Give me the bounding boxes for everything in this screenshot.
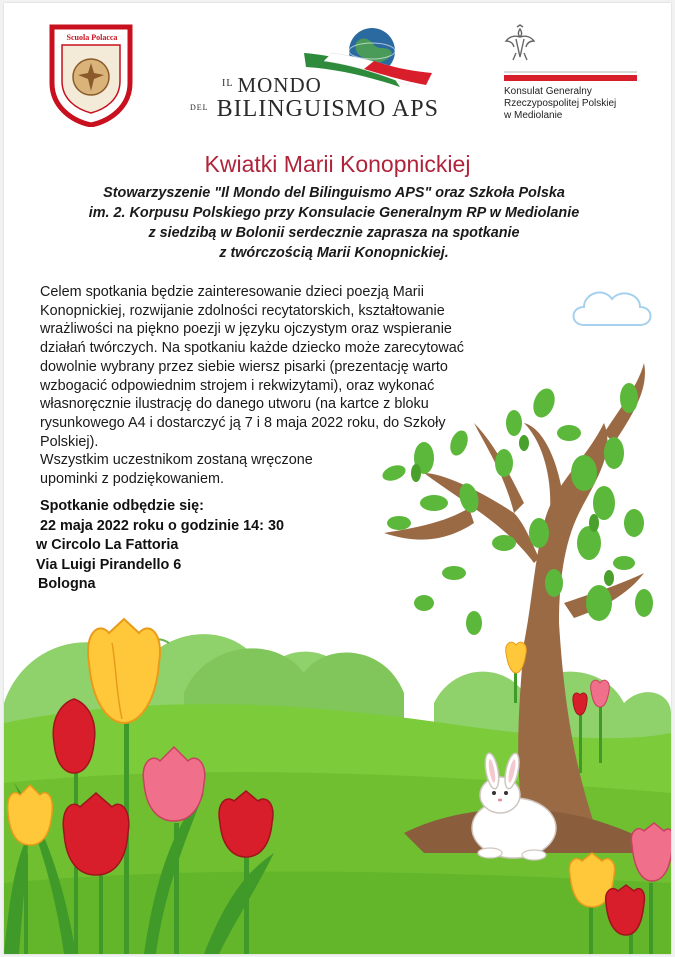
event-heading: Spotkanie odbędzie się: xyxy=(40,498,204,514)
mondo-logo-del: DEL xyxy=(190,103,209,112)
description-line: rysunkowego A4 i dostarczyć ją 7 i 8 maja 2022 roku, do Szkoły xyxy=(40,414,446,431)
event-details xyxy=(36,497,356,595)
mondo-logo-line2 xyxy=(190,96,450,123)
mondo-logo-line1 xyxy=(222,73,452,98)
description-line: upominki z podziękowaniem. xyxy=(40,471,224,488)
mondo-logo-mondo: MONDO xyxy=(237,73,322,97)
description-line: własnoręcznie ilustrację do danego utworu (na kartce z bloku xyxy=(40,396,429,413)
event-venue: w Circolo La Fattoria xyxy=(36,537,179,553)
description-line: działań twórczych. Na spotkaniu każde dziecko może zarecytować xyxy=(40,340,464,357)
invitation-poster xyxy=(4,3,671,954)
event-street: Via Luigi Pirandello 6 xyxy=(36,556,182,573)
consulate-line2: Rzeczypospolitej Polskiej xyxy=(504,98,617,109)
description-text xyxy=(40,283,510,489)
polish-flag-bar xyxy=(504,69,637,83)
description-line: Konopnickiej, rozwijanie zdolności recytatorskich, kształtowanie xyxy=(40,302,445,319)
consulate-name xyxy=(504,86,654,122)
subtitle-line: im. 2. Korpusu Polskiego przy Konsulacie Generalnym RP w Mediolanie xyxy=(88,205,580,221)
description-line: Polskiej). xyxy=(40,433,99,450)
subtitle-line: z siedzibą w Bolonii serdecznie zaprasza na spotkanie xyxy=(148,225,520,241)
consulate-line3: w Mediolanie xyxy=(504,110,563,121)
event-city: Bologna xyxy=(38,576,96,592)
mondo-logo-il: IL xyxy=(222,78,234,89)
school-logo-name: Scuola Polacca xyxy=(66,33,118,42)
description-line: dowolnie wybrany przez siebie wiersz pisarki (prezentację warto xyxy=(40,358,448,375)
polish-eagle-icon xyxy=(504,23,536,63)
description-line: Celem spotkania będzie zainteresowanie dzieci poezją Marii xyxy=(40,284,424,300)
consulate-line1: Konsulat Generalny xyxy=(504,86,592,97)
subtitle-line: Stowarzyszenie "Il Mondo del Bilinguismo APS" oraz Szkoła Polska xyxy=(103,185,565,201)
page-title: Kwiatki Marii Konopnickiej xyxy=(204,151,471,177)
subtitle-line: z twórczością Marii Konopnickiej. xyxy=(219,245,449,261)
cloud-icon xyxy=(574,293,651,325)
description-line: wrażliwości na piękno poezji w języku ojczystym oraz wspieranie xyxy=(40,321,452,338)
description-line: wzbogacić odpowiednim strojem i rekwizytami), oraz wykonać xyxy=(40,377,435,394)
invitation-subtitle xyxy=(44,183,624,263)
description-line: Wszystkim uczestnikom zostaną wręczone xyxy=(40,452,313,469)
event-date: 22 maja 2022 roku o godzinie 14: 30 xyxy=(40,517,284,534)
mondo-logo-bilinguismo: BILINGUISMO APS xyxy=(216,96,439,122)
